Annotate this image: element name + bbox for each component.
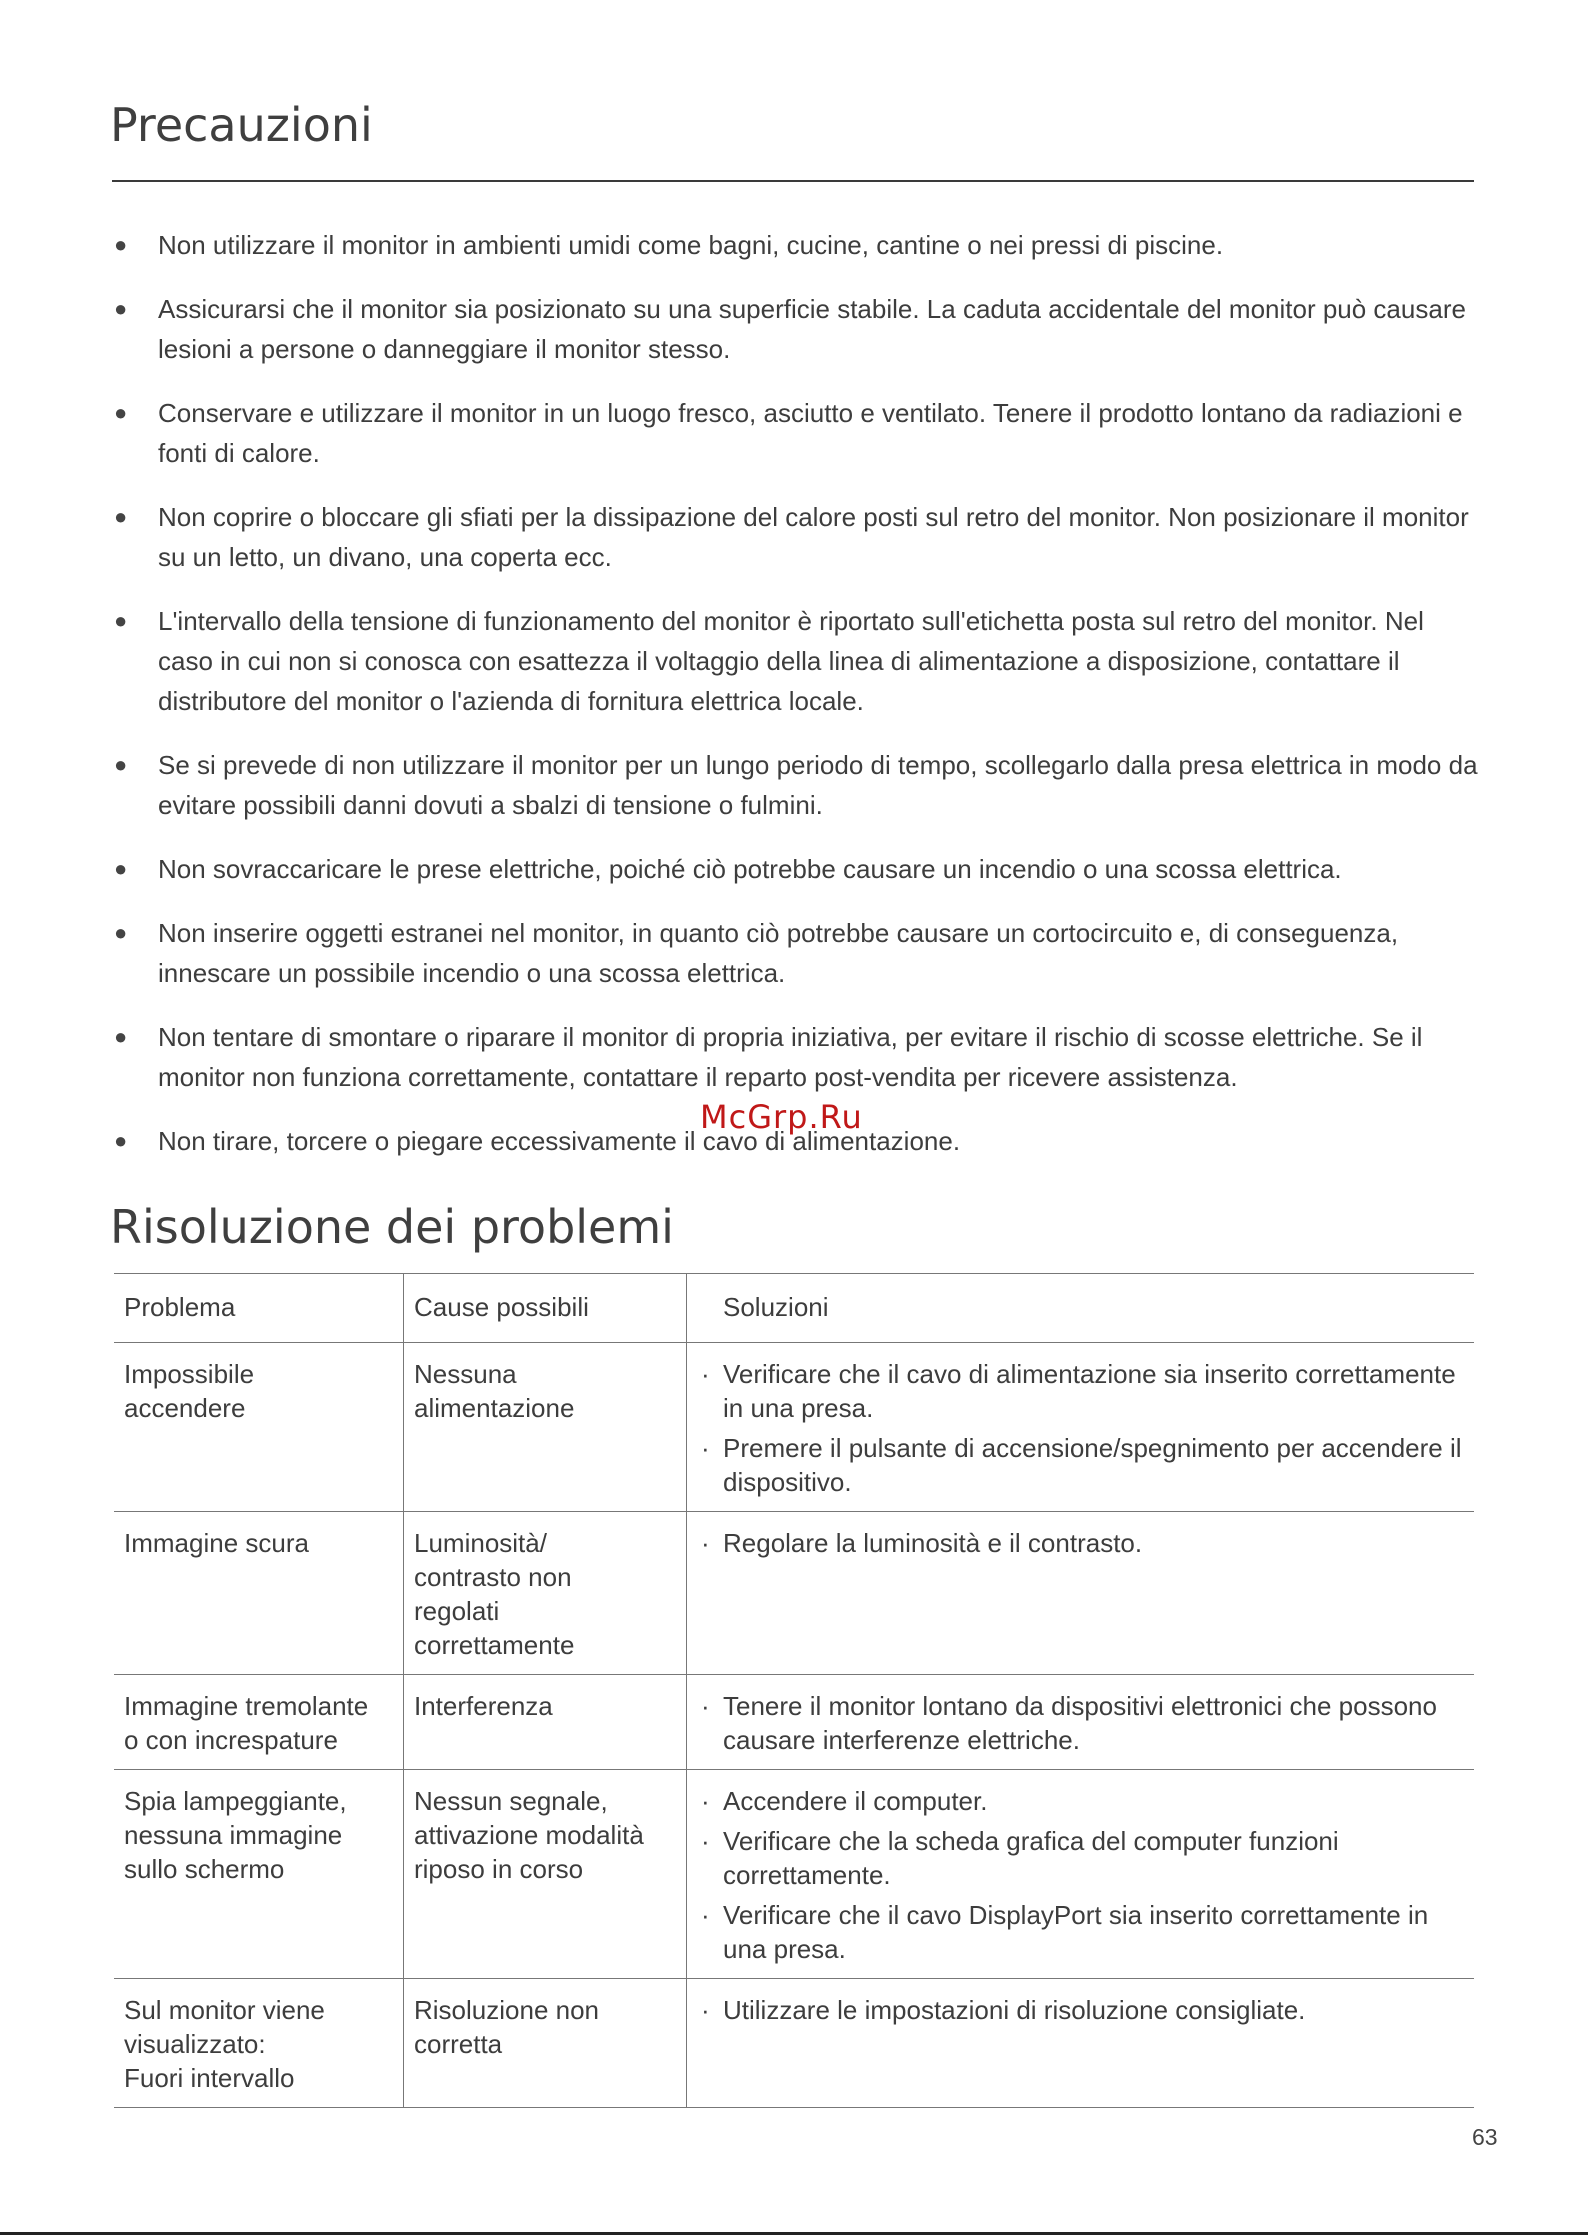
precaution-item: ● Non coprire o bloccare gli sfiati per la dissipazione del calore posti sul retro del monitor. Non posizionare il monitor su un letto, un divano, una coperta ecc. — [112, 497, 1482, 577]
solution-item: · Premere il pulsante di accensione/spegnimento per accendere il dispositivo. — [701, 1433, 1462, 1497]
precaution-item: ● Se si prevede di non utilizzare il monitor per un lungo periodo di tempo, scollegarlo dalla presa elettrica in modo da evitare possibili danni dovuti a sbalzi di tensione o fulmini. — [112, 745, 1482, 825]
precaution-item: ● Non sovraccaricare le prese elettriche, poiché ciò potrebbe causare un incendio o una scossa elettrica. — [112, 849, 1482, 889]
solutions-cell — [687, 1675, 1475, 1770]
dot-icon: · — [701, 1528, 710, 1558]
solutions-cell — [687, 1770, 1475, 1979]
solution-item: · Accendere il computer. — [701, 1786, 988, 1816]
solution-item: · Verificare che il cavo DisplayPort sia inserito correttamente in una presa. — [701, 1900, 1429, 1964]
solution-item: · Regolare la luminosità e il contrasto. — [701, 1528, 1143, 1558]
solution-item: · Utilizzare le impostazioni di risoluzione consigliate. — [701, 1995, 1306, 2025]
precautions-list — [112, 225, 1482, 1185]
problem-cell: Spia lampeggiante, nessuna immagine sullo schermo — [114, 1770, 404, 1979]
precaution-item: ● Non inserire oggetti estranei nel monitor, in quanto ciò potrebbe causare un cortocircuito e, di conseguenza, innescare un possibile incendio o una scossa elettrica. — [112, 913, 1482, 993]
cause-cell: Nessun segnale, attivazione modalità riposo in corso — [404, 1770, 687, 1979]
table-row — [114, 1770, 1474, 1979]
precaution-item: ● Non utilizzare il monitor in ambienti umidi come bagni, cucine, cantine o nei pressi di piscine. — [112, 225, 1482, 265]
troubleshooting-title: Risoluzione dei problemi — [110, 1200, 674, 1254]
dot-icon: · — [701, 1995, 710, 2025]
table-header-row — [114, 1274, 1474, 1343]
dot-icon: · — [701, 1359, 710, 1389]
bullet-icon: ● — [114, 232, 128, 257]
bullet-icon: ● — [114, 608, 128, 633]
bullet-icon: ● — [114, 920, 128, 945]
bullet-icon: ● — [114, 296, 128, 321]
solution-item: · Verificare che il cavo di alimentazione sia inserito correttamente in una presa. — [701, 1359, 1456, 1423]
bullet-icon: ● — [114, 1128, 128, 1153]
bullet-icon: ● — [114, 856, 128, 881]
troubleshooting-table — [114, 1273, 1474, 2108]
solutions-cell — [687, 1979, 1475, 2108]
problem-cell: Immagine scura — [114, 1512, 404, 1675]
precaution-item: ● Assicurarsi che il monitor sia posizionato su una superficie stabile. La caduta accidentale del monitor può causare lesioni a persone o danneggiare il monitor stesso. — [112, 289, 1482, 369]
solutions-cell — [687, 1512, 1475, 1675]
watermark: McGrp.Ru — [700, 1098, 863, 1136]
solution-item: · Tenere il monitor lontano da dispositivi elettronici che possono causare interferenze elettriche. — [701, 1691, 1437, 1755]
cause-cell: Interferenza — [404, 1675, 687, 1770]
problem-cell: Sul monitor viene visualizzato: Fuori intervallo — [114, 1979, 404, 2108]
dot-icon: · — [701, 1786, 710, 1816]
bullet-icon: ● — [114, 504, 128, 529]
problem-cell: Immagine tremolante o con increspature — [114, 1675, 404, 1770]
table-row — [114, 1512, 1474, 1675]
header-causes: Cause possibili — [404, 1274, 687, 1343]
dot-icon: · — [701, 1900, 710, 1930]
precaution-item: ● L'intervallo della tensione di funzionamento del monitor è riportato sull'etichetta posta sul retro del monitor. Nel caso in cui non si conosca con esattezza il voltaggio della linea di alimentazione a disposizione, contattare il distributore del monitor o l'azienda di fornitura elettrica locale. — [112, 601, 1482, 721]
page-number: 63 — [1472, 2124, 1498, 2150]
cause-cell: Luminosità/ contrasto non regolati correttamente — [404, 1512, 687, 1675]
title-divider — [112, 180, 1474, 182]
dot-icon: · — [701, 1433, 710, 1463]
cause-cell: Nessuna alimentazione — [404, 1343, 687, 1512]
header-problem: Problema — [114, 1274, 404, 1343]
precaution-item: ● Conservare e utilizzare il monitor in un luogo fresco, asciutto e ventilato. Tenere il prodotto lontano da radiazioni e fonti di calore. — [112, 393, 1482, 473]
precaution-item: ● Non tirare, torcere o piegare eccessivamente il cavo di alimentazione. — [112, 1121, 1482, 1161]
bullet-icon: ● — [114, 752, 128, 777]
cause-cell: Risoluzione non corretta — [404, 1979, 687, 2108]
precaution-item: ● Non tentare di smontare o riparare il monitor di propria iniziativa, per evitare il rischio di scosse elettriche. Se il monitor non funziona correttamente, contattare il reparto post-vendita per ricevere assistenza. — [112, 1017, 1482, 1097]
solutions-cell — [687, 1343, 1475, 1512]
dot-icon: · — [701, 1826, 710, 1856]
table-row — [114, 1343, 1474, 1512]
precautions-title: Precauzioni — [110, 98, 373, 152]
dot-icon: · — [701, 1691, 710, 1721]
bullet-icon: ● — [114, 1024, 128, 1049]
table-row — [114, 1979, 1474, 2108]
problem-cell: Impossibile accendere — [114, 1343, 404, 1512]
table-row — [114, 1675, 1474, 1770]
solution-item: · Verificare che la scheda grafica del computer funzioni correttamente. — [701, 1826, 1339, 1890]
bullet-icon: ● — [114, 400, 128, 425]
header-solutions: Soluzioni — [687, 1274, 1475, 1343]
